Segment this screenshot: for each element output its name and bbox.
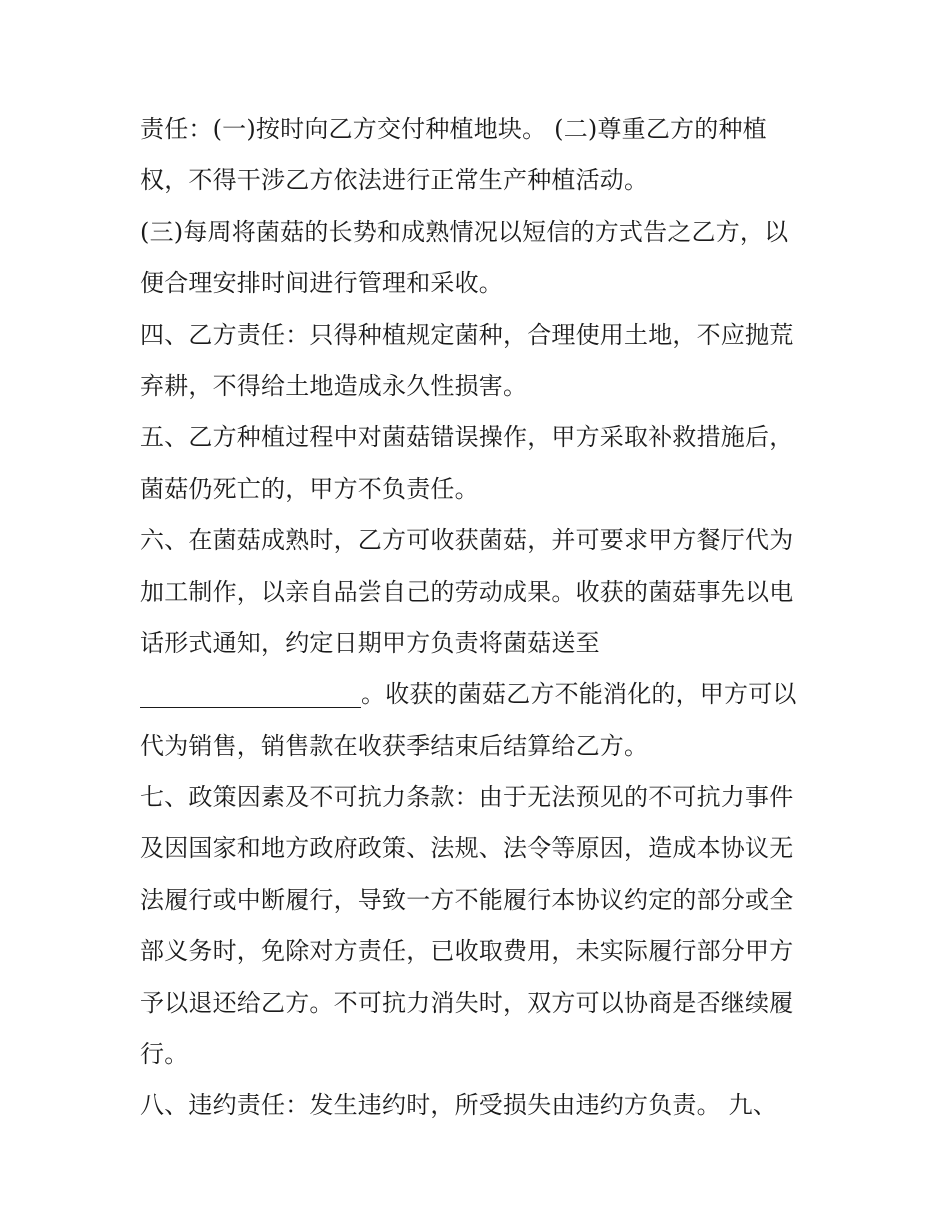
text-line: 予以退还给乙方。不可抗力消失时，双方可以协商是否继续履 bbox=[140, 988, 794, 1017]
text-line: 六、在菌菇成熟时，乙方可收获菌菇，并可要求甲方餐厅代为 bbox=[140, 526, 794, 555]
text-line: 四、乙方责任：只得种植规定菌种，合理使用土地，不应抛荒 bbox=[140, 320, 794, 349]
text-line: (三)每周将菌菇的长势和成熟情况以短信的方式告之乙方，以 bbox=[140, 217, 789, 246]
text-line: 话形式通知，约定日期甲方负责将菌菇送至 bbox=[140, 628, 600, 657]
text-line: 代为销售，销售款在收获季结束后结算给乙方。 bbox=[140, 731, 649, 760]
text-line: 便合理安排时间进行管理和采收。 bbox=[140, 269, 503, 298]
text-line: 加工制作，以亲自品尝自己的劳动成果。收获的菌菇事先以电 bbox=[140, 577, 794, 606]
text-line: 法履行或中断履行，导致一方不能履行本协议约定的部分或全 bbox=[140, 885, 794, 914]
text-line: 五、乙方种植过程中对菌菇错误操作，甲方采取补救措施后， bbox=[140, 423, 794, 452]
text-line: 八、违约责任：发生违约时，所受损失由违约方负责。 九、 bbox=[140, 1091, 778, 1120]
text-line-with-blank bbox=[140, 669, 820, 720]
text-line: 七、政策因素及不可抗力条款：由于无法预见的不可抗力事件 bbox=[140, 783, 794, 812]
text-line: 及因国家和地方政府政策、法规、法令等原因，造成本协议无 bbox=[140, 834, 794, 863]
text-line: 弃耕，不得给土地造成永久性损害。 bbox=[140, 371, 528, 400]
text-line: 责任：(一)按时向乙方交付种植地块。 (二)尊重乙方的种植 bbox=[140, 115, 767, 143]
text-after-blank: 。收获的菌菇乙方不能消化的，甲方可以 bbox=[361, 680, 797, 709]
text-line: 行。 bbox=[140, 1040, 189, 1069]
text-line: 部义务时，免除对方责任，已收取费用，未实际履行部分甲方 bbox=[140, 937, 794, 966]
text-line: 菌菇仍死亡的，甲方不负责任。 bbox=[140, 474, 479, 503]
fill-in-blank bbox=[140, 681, 361, 708]
text-line: 权，不得干涉乙方依法进行正常生产种植活动。 bbox=[140, 166, 649, 195]
contract-text bbox=[140, 104, 820, 1132]
